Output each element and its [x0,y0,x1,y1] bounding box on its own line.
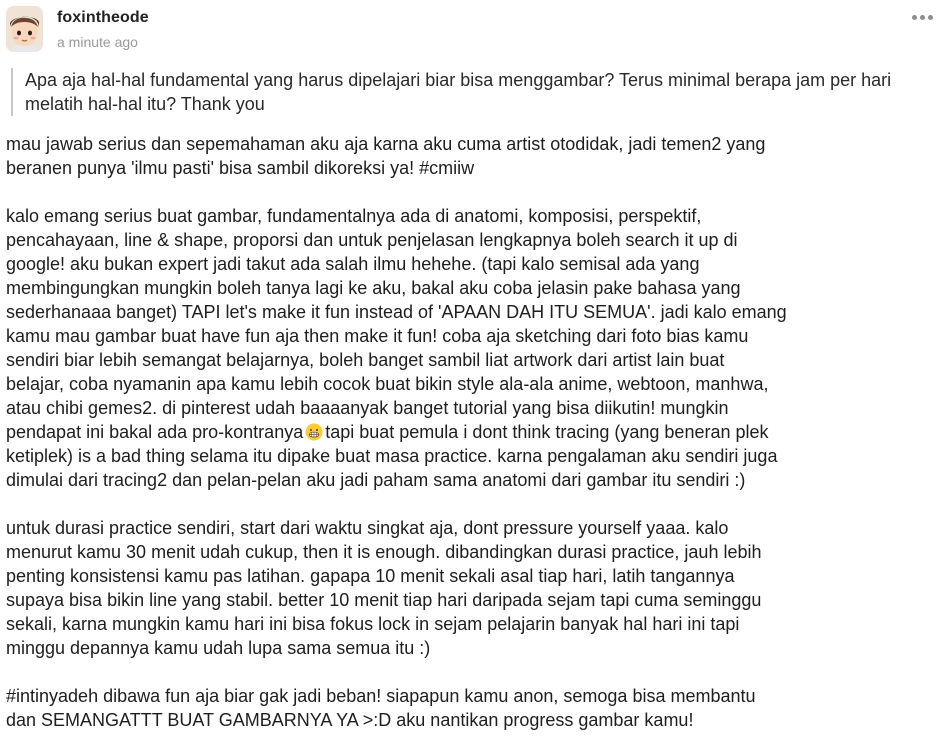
username[interactable]: foxintheode [57,9,149,26]
dot [920,15,925,20]
more-options-icon[interactable] [909,8,935,26]
answer-paragraph-2 [6,204,936,492]
dot [912,15,917,20]
avatar-icon[interactable] [6,6,43,52]
timestamp: a minute ago [57,34,138,50]
answer-paragraph-4: #intinyadeh dibawa fun aja biar gak jadi beban! siapapun kamu anon, semoga bisa membantu dan SEMANGATTT BUAT GAMBARNYA YA >:D aku nantikan progress gambar kamu! [6,686,756,730]
post-header [6,6,935,54]
answer-paragraph-2-part-1: kalo emang serius buat gambar, fundamentalnya ada di anatomi, komposisi, perspektif, pencahayaan, line & shape, proporsi dan untuk penjelasan lengkapnya boleh search it up di google! aku bukan expert jadi takut ada salah ilmu hehehe. (tapi kalo semisal ada yang membingungkan mungkin boleh tanya lagi ke aku, bakal aku coba jelasin pake bahasa yang sederhanaaa banget) TAPI let's make it fun instead of 'APAAN DAH ITU SEMUA'. jadi kalo emang kamu mau gambar buat have fun aja then make it fun! coba aja sketching dari foto bias kamu sendiri biar lebih semangat belajarnya, boleh banget sambil liat artwork dari artist lain buat belajar, coba nyamanin apa kamu lebih cocok buat bikin style ala-ala anime, webtoon, manhwa, atau chibi gemes2. di pinterest udah baaaanyak banget tutorial yang bisa diikutin! mungkin pendapat ini bakal ada pro-kontranya [6,206,787,442]
answer-paragraph-1: mau jawab serius dan sepemahaman aku aja karna aku cuma artist otodidak, jadi temen2 yang beranen punya 'ilmu pasti' bisa sambil dikoreksi ya! #cmiiw [6,134,766,178]
answer-paragraph-2-part-2: tapi buat pemula i dont think tracing (yang beneran plek ketiplek) is a bad thing selama itu dipake buat masa practice. karna pengalaman aku sendiri juga dimulai dari tracing2 dan pelan-pelan aku jadi paham sama anatomi dari gambar itu sendiri :) [6,422,778,490]
grimacing-face-emoji [305,423,323,441]
answer-body [6,132,936,732]
answer-paragraph-3: untuk durasi practice sendiri, start dari waktu singkat aja, dont pressure yourself yaaa. kalo menurut kamu 30 menit udah cukup, then it is enough. dibandingkan durasi practice, jauh lebih penting konsistensi kamu pas latihan. gapapa 10 menit sekali asal tiap hari, latih tangannya supaya bisa bikin line yang stabil. better 10 menit tiap hari daripada sejam tapi cuma seminggu sekali, karna mungkin kamu hari ini bisa fokus lock in sejam pelajarin banyak hal hari ini tapi minggu depannya kamu udah lupa sama semua itu :) [6,518,762,658]
question-quote: Apa aja hal-hal fundamental yang harus dipelajari biar bisa menggambar? Terus minimal berapa jam per hari melatih hal-hal itu? Thank you [11,68,925,116]
dot [928,15,933,20]
